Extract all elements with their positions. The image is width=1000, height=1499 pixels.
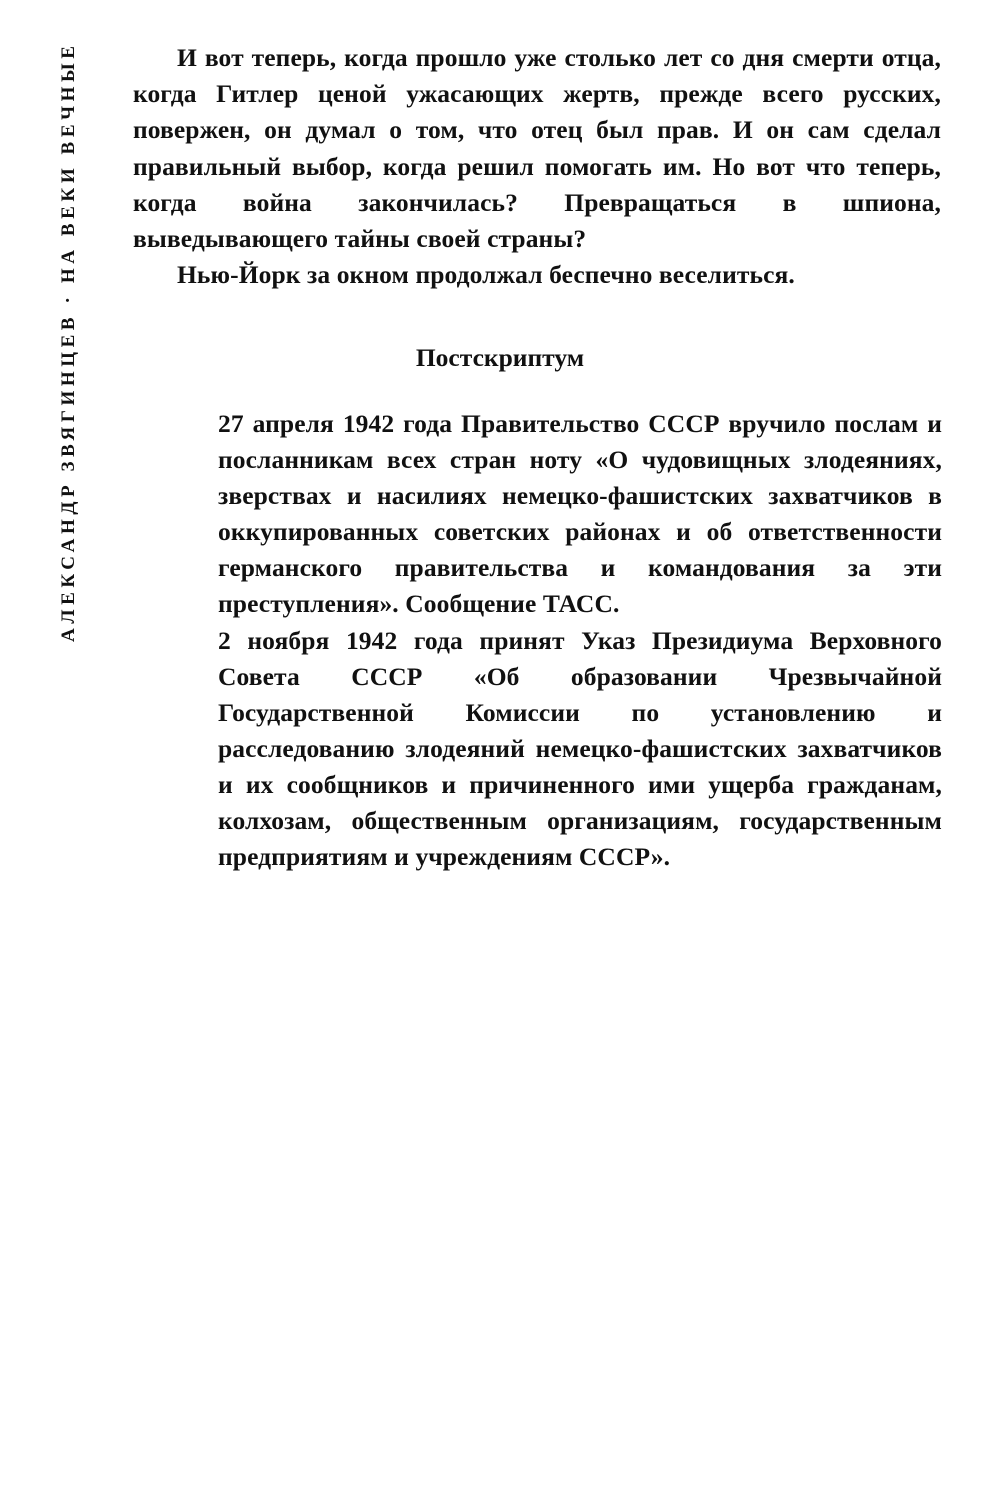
author-and-book-title: АЛЕКСАНДР ЗВЯГИНЦЕВ · НА ВЕКИ ВЕЧНЫЕ	[58, 41, 79, 642]
postscript-body	[218, 406, 942, 875]
postscript-entry: 2 ноября 1942 года принят Указ Президиума Верховного Совета СССР «Об образовании Чрезвычайной Государственной Комиссии по установлению и расследованию злодеяний немецко-фашистских захватчиков и их сообщников и причиненного ими ущерба гражданам, колхозам, общественным организациям, государственным предприятиям и учреждениям СССР».	[218, 625, 942, 872]
body-text	[133, 40, 941, 293]
paragraph: Нью-Йорк за окном продолжал беспечно веселиться.	[177, 260, 795, 290]
postscript-heading: Постскриптум	[415, 343, 585, 372]
postscript-entry: 27 апреля 1942 года Правительство СССР вручило послам и посланникам всех стран ноту «О чудовищных злодеяниях, зверствах и насилиях немецко-фашистских захватчиков в оккупированных советских районах и об ответственности германского правительства и командования за эти преступления». Сообщение ТАСС.	[218, 409, 942, 619]
paragraph: И вот теперь, когда прошло уже столько лет со дня смерти отца, когда Гитлер ценой ужасающих жертв, прежде всего русских, повержен, он думал о том, что отец был прав. И он сам сделал правильный выбор, когда решил помогать им. Но вот что теперь, когда война закончилась? Превращаться в шпиона, выведывающего тайны своей страны?	[133, 43, 941, 254]
